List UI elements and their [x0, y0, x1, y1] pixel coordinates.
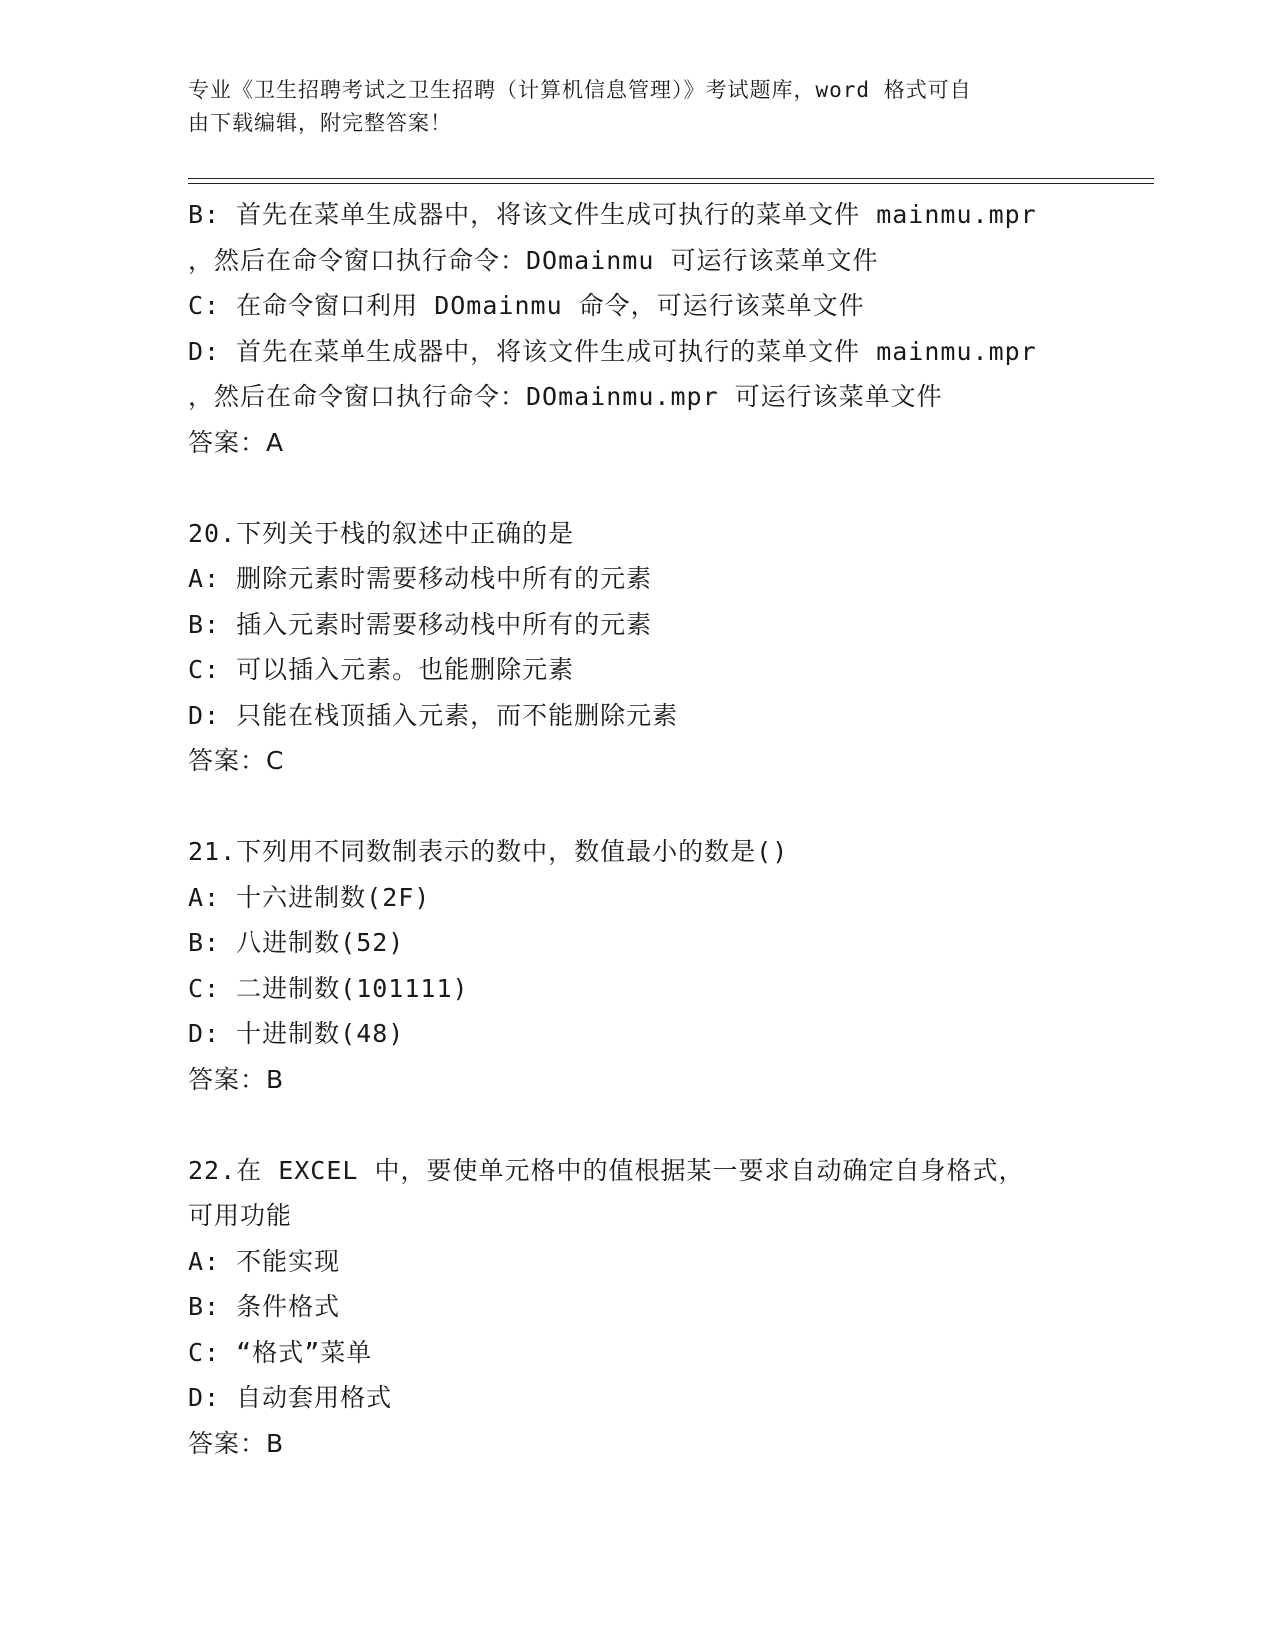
- question-22-stem-line-2: 可用功能: [188, 1201, 293, 1230]
- answer-19: 答案：A: [188, 427, 285, 457]
- answer-22: 答案：B: [188, 1428, 285, 1458]
- question-21-option-d: D: 十进制数(48): [188, 1019, 405, 1048]
- question-22-stem-line-1: 22.在 EXCEL 中，要使单元格中的值根据某一要求自动确定自身格式，: [188, 1155, 1025, 1185]
- document-header: [188, 74, 1088, 140]
- option-c: C: 在命令窗口利用 DOmainmu 命令，可运行该菜单文件: [188, 291, 865, 320]
- question-21-option-c: C: 二进制数(101111): [188, 973, 469, 1003]
- question-20-stem: 20.下列关于栈的叙述中正确的是: [188, 518, 575, 548]
- question-22-option-a: A: 不能实现: [188, 1246, 341, 1276]
- header-rule-top: [188, 178, 1154, 179]
- header-line-2: 由下载编辑，附完整答案！: [188, 111, 452, 135]
- question-22-option-b: B: 条件格式: [188, 1292, 341, 1321]
- header-rule-bottom: [188, 183, 1154, 184]
- option-b-line-2: ，然后在命令窗口执行命令：DOmainmu 可运行该菜单文件: [188, 245, 879, 275]
- spacer: [188, 465, 1168, 511]
- answer-21: 答案：B: [188, 1064, 285, 1094]
- option-d-line-1: D: 首先在菜单生成器中，将该文件生成可执行的菜单文件 mainmu.mpr: [188, 336, 1037, 366]
- spacer: [188, 784, 1168, 830]
- question-20-option-c: C: 可以插入元素。也能删除元素: [188, 655, 575, 684]
- question-21-stem: 21.下列用不同数制表示的数中，数值最小的数是(): [188, 837, 789, 866]
- option-b-line-1: B: 首先在菜单生成器中，将该文件生成可执行的菜单文件 mainmu.mpr: [188, 200, 1037, 229]
- question-21-option-b: B: 八进制数(52): [188, 928, 405, 957]
- option-d-line-2: ，然后在命令窗口执行命令：DOmainmu.mpr 可运行该菜单文件: [188, 382, 943, 411]
- spacer: [188, 1102, 1168, 1148]
- header-line-1: 专业《卫生招聘考试之卫生招聘（计算机信息管理）》考试题库，word 格式可自: [188, 78, 972, 102]
- question-body: [188, 192, 1168, 1466]
- question-20-option-b: B: 插入元素时需要移动栈中所有的元素: [188, 609, 653, 639]
- question-21-option-a: A: 十六进制数(2F): [188, 882, 431, 912]
- question-22-option-c: C: “格式”菜单: [188, 1337, 373, 1367]
- question-20-option-d: D: 只能在栈顶插入元素，而不能删除元素: [188, 700, 679, 730]
- question-20-option-a: A: 删除元素时需要移动栈中所有的元素: [188, 564, 653, 593]
- question-22-option-d: D: 自动套用格式: [188, 1383, 393, 1412]
- answer-20: 答案：C: [188, 746, 285, 775]
